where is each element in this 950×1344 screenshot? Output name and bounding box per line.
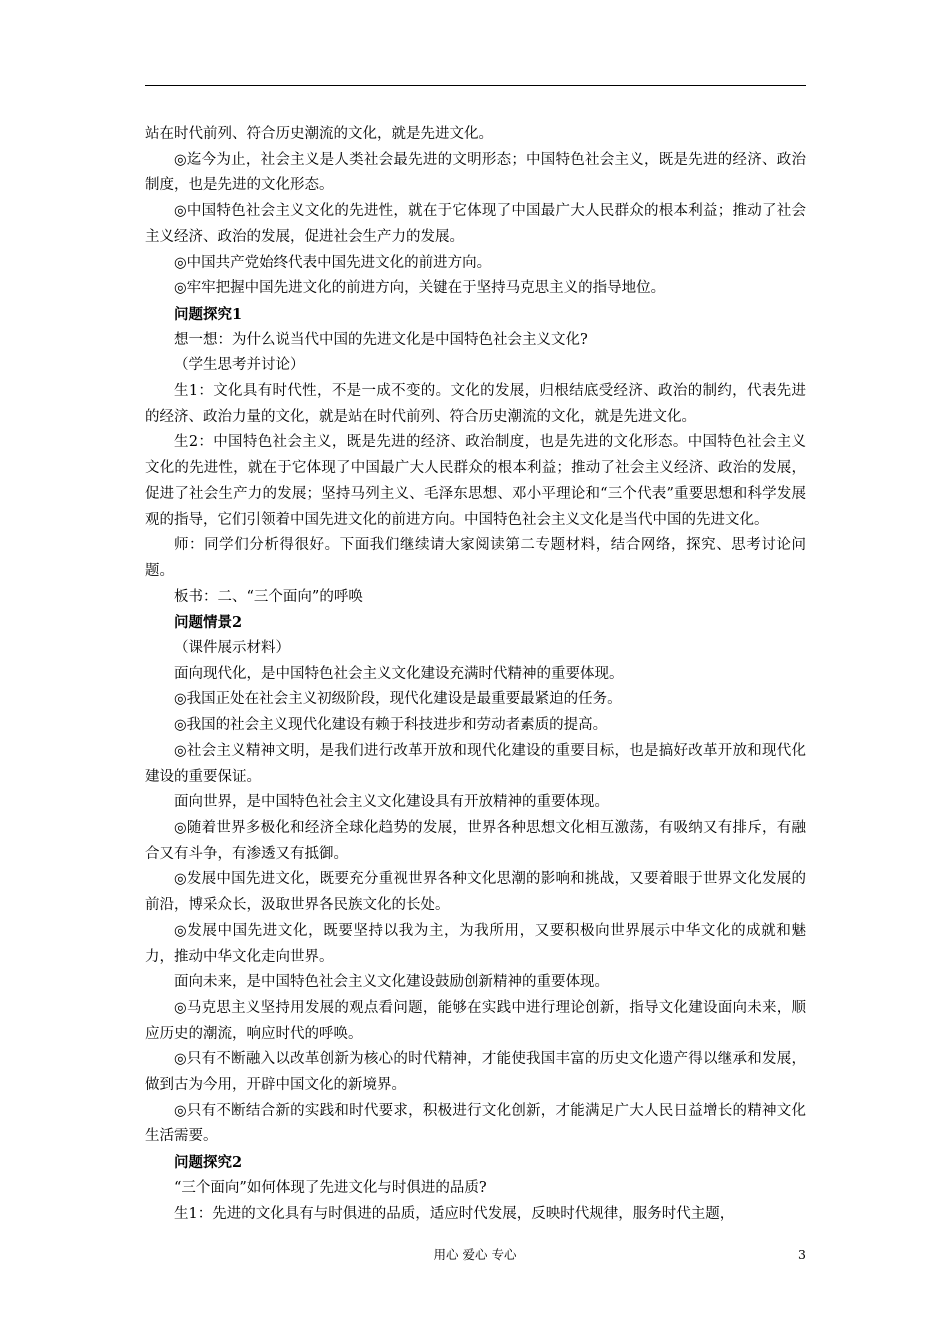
paragraph: ◎马克思主义坚持用发展的观点看问题，能够在实践中进行理论创新，指导文化建设面向未来，顺应历史的潮流，响应时代的呼唤。	[145, 999, 806, 1042]
paragraph: ◎只有不断结合新的实践和时代要求，积极进行文化创新，才能满足广大人民日益增长的精神文化生活需要。	[145, 1102, 806, 1145]
section-heading: 问题情景2	[174, 614, 243, 632]
paragraph: ◎发展中国先进文化，既要充分重视世界各种文化思潮的影响和挑战，又要着眼于世界文化发展的前沿，博采众长，汲取世界各民族文化的长处。	[145, 871, 806, 914]
paragraph: ◎我国正处在社会主义初级阶段，现代化建设是最重要最紧迫的任务。	[174, 691, 622, 708]
paragraph: 生2：中国特色社会主义，既是先进的经济、政治制度，也是先进的文化形态。中国特色社会主义文化的先进性，就在于它体现了中国最广大人民群众的根本利益；推动了社会主义经济、政治的发展，促进了社会生产力的发展；坚持马列主义、毛泽东思想、邓小平理论和“三个代表”重要思想和科学发展观的指导，它们引领着中国先进文化的前进方向。中国特色社会主义文化是当代中国的先进文化。	[145, 434, 806, 528]
paragraph: “三个面向”如何体现了先进文化与时俱进的品质?	[174, 1179, 487, 1196]
paragraph: ◎发展中国先进文化，既要坚持以我为主，为我所用，又要积极向世界展示中华文化的成就和魅力，推动中华文化走向世界。	[145, 922, 806, 965]
paragraph: ◎随着世界多极化和经济全球化趋势的发展，世界各种思想文化相互激荡，有吸纳又有排斥，有融合又有斗争，有渗透又有抵御。	[145, 819, 806, 862]
paragraph: ◎我国的社会主义现代化建设有赖于科技进步和劳动者素质的提高。	[174, 717, 608, 734]
paragraph: ◎中国特色社会主义文化的先进性，就在于它体现了中国最广大人民群众的根本利益；推动了社会主义经济、政治的发展，促进社会生产力的发展。	[145, 203, 806, 245]
paragraph: ◎迄今为止，社会主义是人类社会最先进的文明形态；中国特色社会主义，既是先进的经济、政治制度，也是先进的文化形态。	[145, 151, 806, 194]
footer-text: 用心 爱心 专心	[433, 1247, 517, 1262]
paragraph: ◎只有不断融入以改革创新为核心的时代精神，才能使我国丰富的历史文化遗产得以继承和发展，做到古为今用，开辟中国文化的新境界。	[145, 1051, 806, 1094]
paragraph: 想一想：为什么说当代中国的先进文化是中国特色社会主义文化?	[174, 331, 588, 348]
header-rule	[145, 85, 806, 86]
paragraph: 师：同学们分析得很好。下面我们继续请大家阅读第二专题材料，结合网络，探究、思考讨论问题。	[145, 537, 806, 579]
paragraph: 面向现代化，是中国特色社会主义文化建设充满时代精神的重要体现。	[174, 665, 624, 682]
paragraph: 生1：先进的文化具有与时俱进的品质，适应时代发展，反映时代规律，服务时代主题，	[174, 1205, 735, 1222]
paragraph: ◎牢牢把握中国先进文化的前进方向，关键在于坚持马克思主义的指导地位。	[174, 280, 666, 297]
paragraph: ◎中国共产党始终代表中国先进文化的前进方向。	[174, 254, 492, 271]
paragraph: （课件展示材料）	[174, 640, 290, 657]
paragraph: （学生思考并讨论）	[174, 357, 305, 374]
paragraph: 站在时代前列、符合历史潮流的文化，就是先进文化。	[145, 126, 493, 142]
paragraph: 面向世界，是中国特色社会主义文化建设具有开放精神的重要体现。	[174, 794, 609, 811]
page-footer	[0, 1243, 950, 1267]
paragraph: 面向未来，是中国特色社会主义文化建设鼓励创新精神的重要体现。	[174, 974, 609, 991]
section-heading: 问题探究2	[174, 1154, 243, 1172]
paragraph: ◎社会主义精神文明，是我们进行改革开放和现代化建设的重要目标，也是搞好改革开放和现代化建设的重要保证。	[145, 742, 806, 785]
paragraph: 板书：二、“三个面向”的呼唤	[174, 588, 363, 605]
paragraph: 生1：文化具有时代性，不是一成不变的。文化的发展，归根结底受经济、政治的制约，代表先进的经济、政治力量的文化，就是站在时代前列、符合历史潮流的文化，就是先进文化。	[145, 383, 806, 425]
document-body	[145, 122, 806, 1227]
section-heading: 问题探究1	[174, 305, 243, 323]
page-number: 3	[798, 1247, 806, 1262]
